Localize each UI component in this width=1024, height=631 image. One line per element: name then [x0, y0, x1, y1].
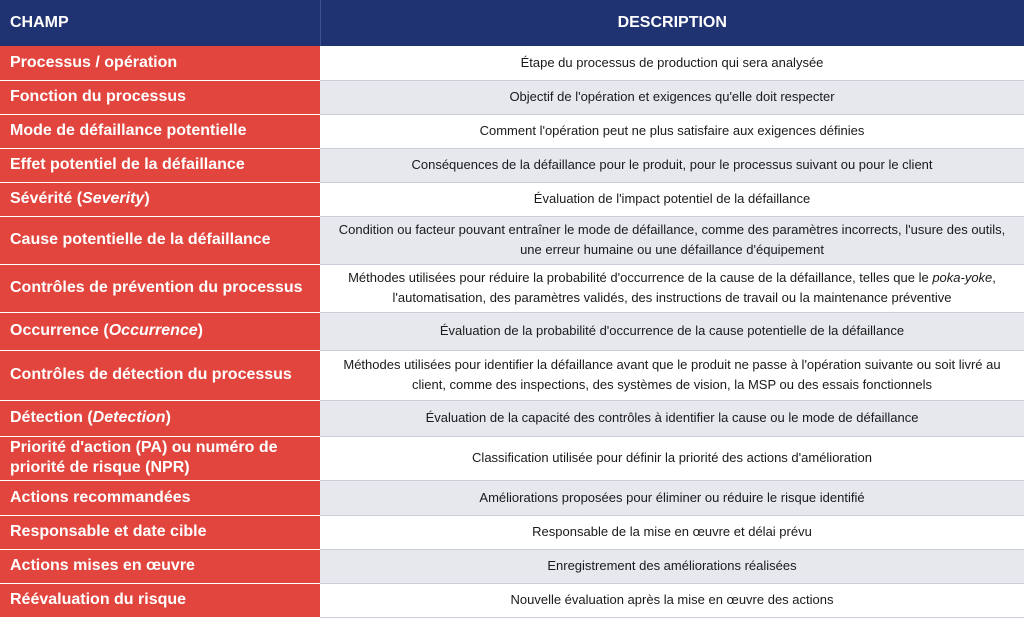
field-cell: Sévérité (Severity): [0, 182, 320, 216]
table-row: [0, 148, 1024, 182]
field-cell: Mode de défaillance potentielle: [0, 114, 320, 148]
table-row: [0, 583, 1024, 617]
field-cell: Effet potentiel de la défaillance: [0, 148, 320, 182]
description-cell: Condition ou facteur pouvant entraîner le mode de défaillance, comme des paramètres incorrects, l'usure des outils, une erreur humaine ou une défaillance d'équipement: [320, 216, 1024, 264]
table-row: [0, 182, 1024, 216]
description-cell: Étape du processus de production qui sera analysée: [320, 46, 1024, 80]
field-cell: Occurrence (Occurrence): [0, 312, 320, 350]
table-row: [0, 436, 1024, 480]
field-cell: Contrôles de prévention du processus: [0, 264, 320, 312]
description-cell: Évaluation de la probabilité d'occurrence de la cause potentielle de la défaillance: [320, 312, 1024, 350]
field-cell: Actions mises en œuvre: [0, 549, 320, 583]
field-cell: Contrôles de détection du processus: [0, 350, 320, 400]
description-cell: Évaluation de l'impact potentiel de la défaillance: [320, 182, 1024, 216]
field-cell: Processus / opération: [0, 46, 320, 80]
field-cell: Cause potentielle de la défaillance: [0, 216, 320, 264]
field-cell: Actions recommandées: [0, 480, 320, 515]
description-cell: Améliorations proposées pour éliminer ou réduire le risque identifié: [320, 480, 1024, 515]
description-cell: Objectif de l'opération et exigences qu'elle doit respecter: [320, 80, 1024, 114]
table-row: [0, 216, 1024, 264]
description-cell: Responsable de la mise en œuvre et délai prévu: [320, 515, 1024, 549]
table-row: [0, 350, 1024, 400]
table-header-row: [0, 0, 1024, 46]
table-row: [0, 80, 1024, 114]
description-cell: Nouvelle évaluation après la mise en œuvre des actions: [320, 583, 1024, 617]
field-cell: Responsable et date cible: [0, 515, 320, 549]
field-cell: Fonction du processus: [0, 80, 320, 114]
description-cell: Méthodes utilisées pour réduire la probabilité d'occurrence de la cause de la défaillance, telles que le poka-yoke, l'automatisation, des paramètres validés, des instructions de travail ou la maintenance préventive: [320, 264, 1024, 312]
table-row: [0, 480, 1024, 515]
header-description: DESCRIPTION: [320, 0, 1024, 46]
table-row: [0, 400, 1024, 436]
table-row: [0, 46, 1024, 80]
description-cell: Méthodes utilisées pour identifier la défaillance avant que le produit ne passe à l'opération suivante ou soit livré au client, comme des inspections, des systèmes de vision, la MSP ou des essais fonctionnels: [320, 350, 1024, 400]
description-cell: Classification utilisée pour définir la priorité des actions d'amélioration: [320, 436, 1024, 480]
table-row: [0, 114, 1024, 148]
field-cell: Réévaluation du risque: [0, 583, 320, 617]
table-row: [0, 515, 1024, 549]
field-cell: Priorité d'action (PA) ou numéro de priorité de risque (NPR): [0, 436, 320, 480]
field-cell: Détection (Detection): [0, 400, 320, 436]
table-row: [0, 549, 1024, 583]
description-cell: Comment l'opération peut ne plus satisfaire aux exigences définies: [320, 114, 1024, 148]
description-cell: Conséquences de la défaillance pour le produit, pour le processus suivant ou pour le client: [320, 148, 1024, 182]
description-cell: Enregistrement des améliorations réalisées: [320, 549, 1024, 583]
table-row: [0, 312, 1024, 350]
description-cell: Évaluation de la capacité des contrôles à identifier la cause ou le mode de défaillance: [320, 400, 1024, 436]
table-row: [0, 264, 1024, 312]
header-field: CHAMP: [0, 0, 320, 46]
